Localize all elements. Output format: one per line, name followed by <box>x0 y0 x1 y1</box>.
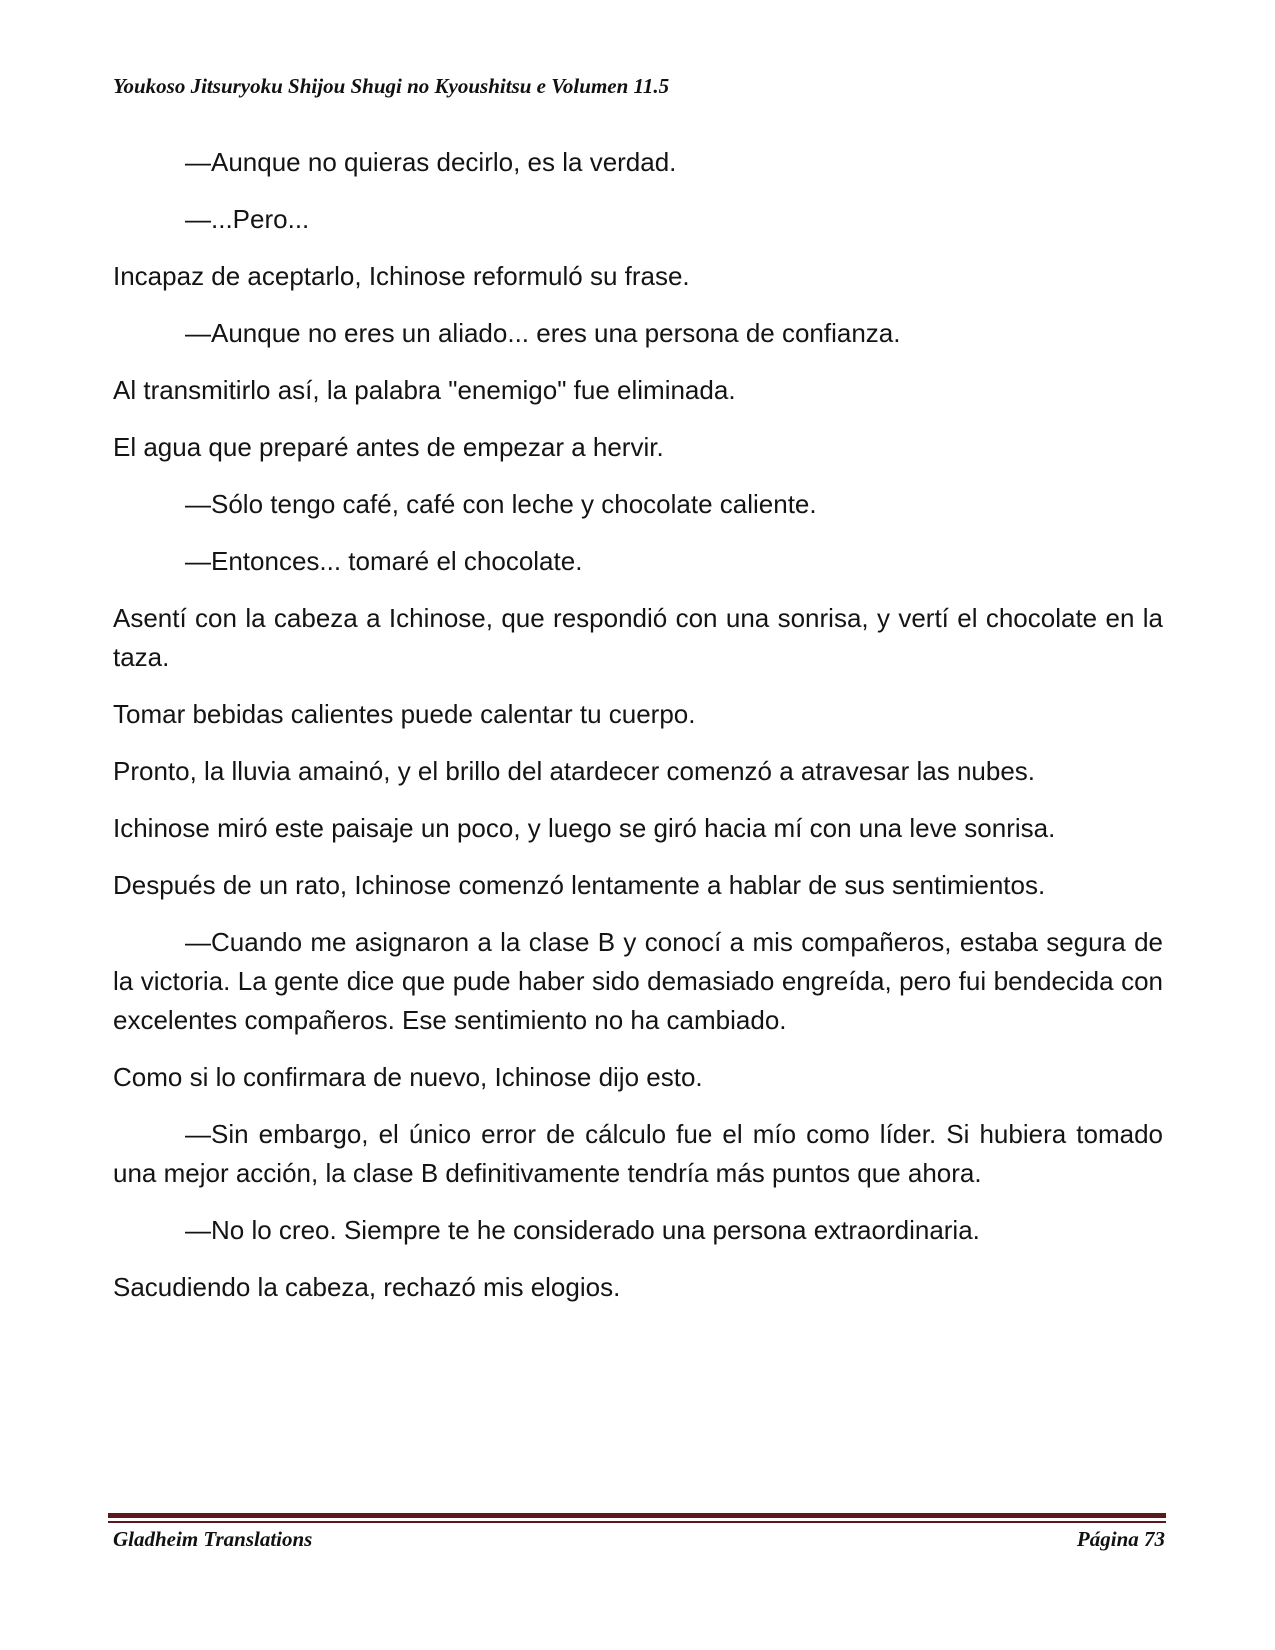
running-header-title: Youkoso Jitsuryoku Shijou Shugi no Kyoushitsu e Volumen 11.5 <box>113 74 670 98</box>
paragraph-narration: Asentí con la cabeza a Ichinose, que respondió con una sonrisa, y vertí el chocolate en la taza. <box>113 603 1163 672</box>
body-text <box>113 143 1163 1325</box>
paragraph-narration: El agua que preparé antes de empezar a hervir. <box>113 432 664 462</box>
paragraph-narration: Al transmitirlo así, la palabra "enemigo" fue eliminada. <box>113 375 736 405</box>
paragraph-narration: Ichinose miró este paisaje un poco, y luego se giró hacia mí con una leve sonrisa. <box>113 813 1056 843</box>
footer-page-number: Página 73 <box>1076 1527 1165 1551</box>
paragraph-narration: Como si lo confirmara de nuevo, Ichinose dijo esto. <box>113 1062 703 1092</box>
footer-rule-thin <box>108 1521 1166 1523</box>
paragraph-dialogue: —Entonces... tomaré el chocolate. <box>185 546 583 576</box>
paragraph-narration: Tomar bebidas calientes puede calentar tu cuerpo. <box>113 699 696 729</box>
paragraph-narration: Incapaz de aceptarlo, Ichinose reformuló su frase. <box>113 261 690 291</box>
paragraph-narration: Sacudiendo la cabeza, rechazó mis elogios. <box>113 1272 621 1302</box>
paragraph-dialogue: —Cuando me asignaron a la clase B y conocí a mis compañeros, estaba segura de la victoria. La gente dice que pude haber sido demasiado engreída, pero fui bendecida con excelentes compañeros. Ese sentimiento no ha cambiado. <box>113 927 1163 1035</box>
paragraph-dialogue: —Aunque no eres un aliado... eres una persona de confianza. <box>185 318 901 348</box>
paragraph-dialogue: —Aunque no quieras decirlo, es la verdad. <box>185 147 677 177</box>
paragraph-dialogue: —Sin embargo, el único error de cálculo fue el mío como líder. Si hubiera tomado una mejor acción, la clase B definitivamente tendría más puntos que ahora. <box>113 1119 1163 1188</box>
footer-rule-thick <box>108 1513 1166 1518</box>
paragraph-dialogue: —Sólo tengo café, café con leche y chocolate caliente. <box>185 489 817 519</box>
paragraph-narration: Después de un rato, Ichinose comenzó lentamente a hablar de sus sentimientos. <box>113 870 1046 900</box>
paragraph-narration: Pronto, la lluvia amainó, y el brillo del atardecer comenzó a atravesar las nubes. <box>113 756 1036 786</box>
paragraph-dialogue: —No lo creo. Siempre te he considerado una persona extraordinaria. <box>185 1215 980 1245</box>
paragraph-dialogue: —...Pero... <box>185 204 310 234</box>
footer-translator-credit: Gladheim Translations <box>113 1527 313 1551</box>
